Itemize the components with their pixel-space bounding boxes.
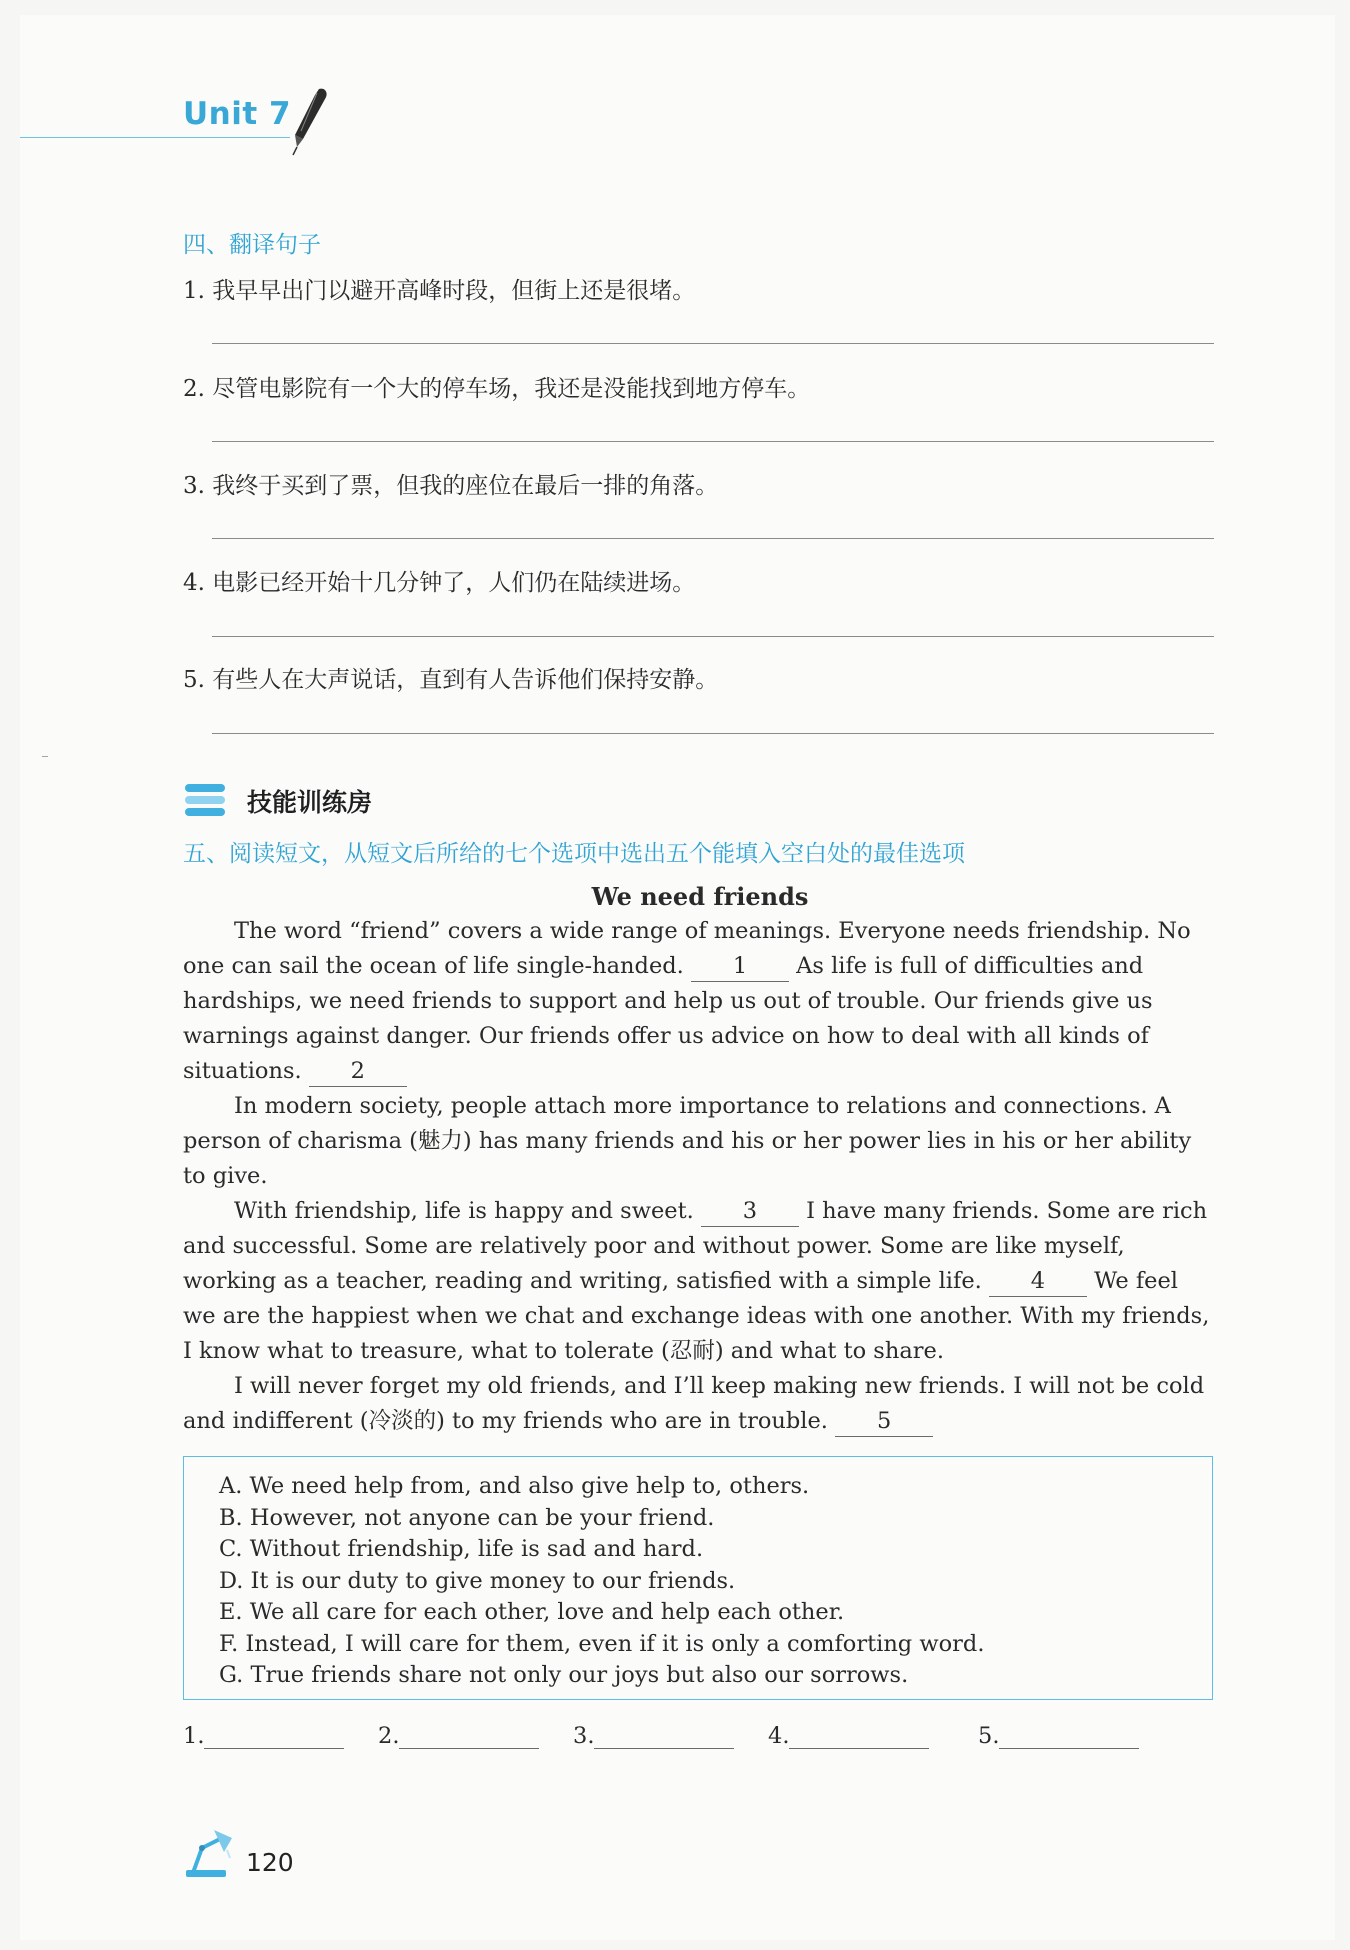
answer-line-4[interactable] <box>212 636 1214 637</box>
section-5-heading: 五、阅读短文，从短文后所给的七个选项中选出五个能填入空白处的最佳选项 <box>183 841 965 867</box>
translate-sentence-3: 3. 我终于买到了票，但我的座位在最后一排的角落。 <box>183 473 719 499</box>
section-4-heading: 四、翻译句子 <box>183 232 321 258</box>
answer-blank-2[interactable] <box>399 1722 539 1749</box>
answer-blank-5[interactable] <box>999 1722 1139 1749</box>
translate-sentence-1: 1. 我早早出门以避开高峰时段，但街上还是很堵。 <box>183 278 696 304</box>
blank-1[interactable]: 1 <box>691 951 789 982</box>
answer-slot-1: 1. <box>183 1722 344 1749</box>
fountain-pen-icon <box>283 85 331 157</box>
paragraph-1: The word “friend” covers a wide range of meanings. Everyone needs friendship. No one can sail the ocean of life single-handed. 1 As life is full of difficulties and hardships, we need friends to support and help us out of trouble. Our friends give us warnings against danger. Our friends offer us advice on how to deal with all kinds of situations. 2 <box>183 914 1215 1089</box>
blank-2[interactable]: 2 <box>309 1056 407 1087</box>
options-list <box>219 1471 984 1692</box>
blank-5[interactable]: 5 <box>835 1406 933 1437</box>
answer-slot-4: 4. <box>768 1722 929 1749</box>
option-d: D. It is our duty to give money to our friends. <box>219 1567 736 1594</box>
paragraph-4: I will never forget my old friends, and I’ll keep making new friends. I will not be cold and indifferent (冷淡的) to my friends who are in trouble. 5 <box>183 1369 1215 1439</box>
desk-lamp-icon <box>180 1822 238 1880</box>
option-b: B. However, not anyone can be your friend. <box>219 1504 715 1531</box>
answer-blank-1[interactable] <box>204 1722 344 1749</box>
option-g: G. True friends share not only our joys but also our sorrows. <box>219 1662 909 1688</box>
page-number: 120 <box>246 1848 294 1877</box>
skills-banner-icon <box>183 780 229 820</box>
blank-4[interactable]: 4 <box>989 1266 1087 1297</box>
translate-sentence-4: 4. 电影已经开始十几分钟了，人们仍在陆续进场。 <box>183 570 696 596</box>
option-e: E. We all care for each other, love and help each other. <box>219 1599 845 1625</box>
margin-mark <box>42 756 48 757</box>
header-rule <box>20 137 290 138</box>
option-c: C. Without friendship, life is sad and hard. <box>219 1536 704 1562</box>
passage-title: We need friends <box>591 882 809 911</box>
option-a: A. We need help from, and also give help to, others. <box>219 1473 810 1499</box>
options-box <box>183 1456 1213 1700</box>
answer-blank-3[interactable] <box>594 1722 734 1749</box>
answer-slot-3: 3. <box>573 1722 734 1749</box>
answer-slot-5: 5. <box>978 1722 1139 1749</box>
translate-sentence-5: 5. 有些人在大声说话，直到有人告诉他们保持安静。 <box>183 667 719 693</box>
answer-blank-4[interactable] <box>789 1722 929 1749</box>
paragraph-3: With friendship, life is happy and sweet. 3 I have many friends. Some are rich and successful. Some are relatively poor and without power. Some are like myself, working as a teacher, reading and writing, satisfied with a simple life. 4 We feel we are the happiest when we chat and exchange ideas with one another. With my friends, I know what to treasure, what to tolerate (忍耐) and what to share. <box>183 1198 1210 1364</box>
option-f: F. Instead, I will care for them, even if it is only a comforting word. <box>219 1630 985 1657</box>
answer-line-2[interactable] <box>212 441 1214 442</box>
answer-line-3[interactable] <box>212 538 1214 539</box>
reading-passage <box>183 914 1215 1439</box>
unit-title: Unit 7 <box>183 96 292 132</box>
paragraph-2: In modern society, people attach more importance to relations and connections. A person of charisma (魅力) has many friends and his or her power lies in his or her ability to give. <box>183 1093 1192 1189</box>
translate-sentence-2: 2. 尽管电影院有一个大的停车场，我还是没能找到地方停车。 <box>183 376 811 402</box>
skills-title: 技能训练房 <box>247 788 373 817</box>
answer-slot-2: 2. <box>378 1722 539 1749</box>
answer-line-5[interactable] <box>212 733 1214 734</box>
blank-3[interactable]: 3 <box>701 1196 799 1227</box>
answer-line-1[interactable] <box>212 343 1214 344</box>
